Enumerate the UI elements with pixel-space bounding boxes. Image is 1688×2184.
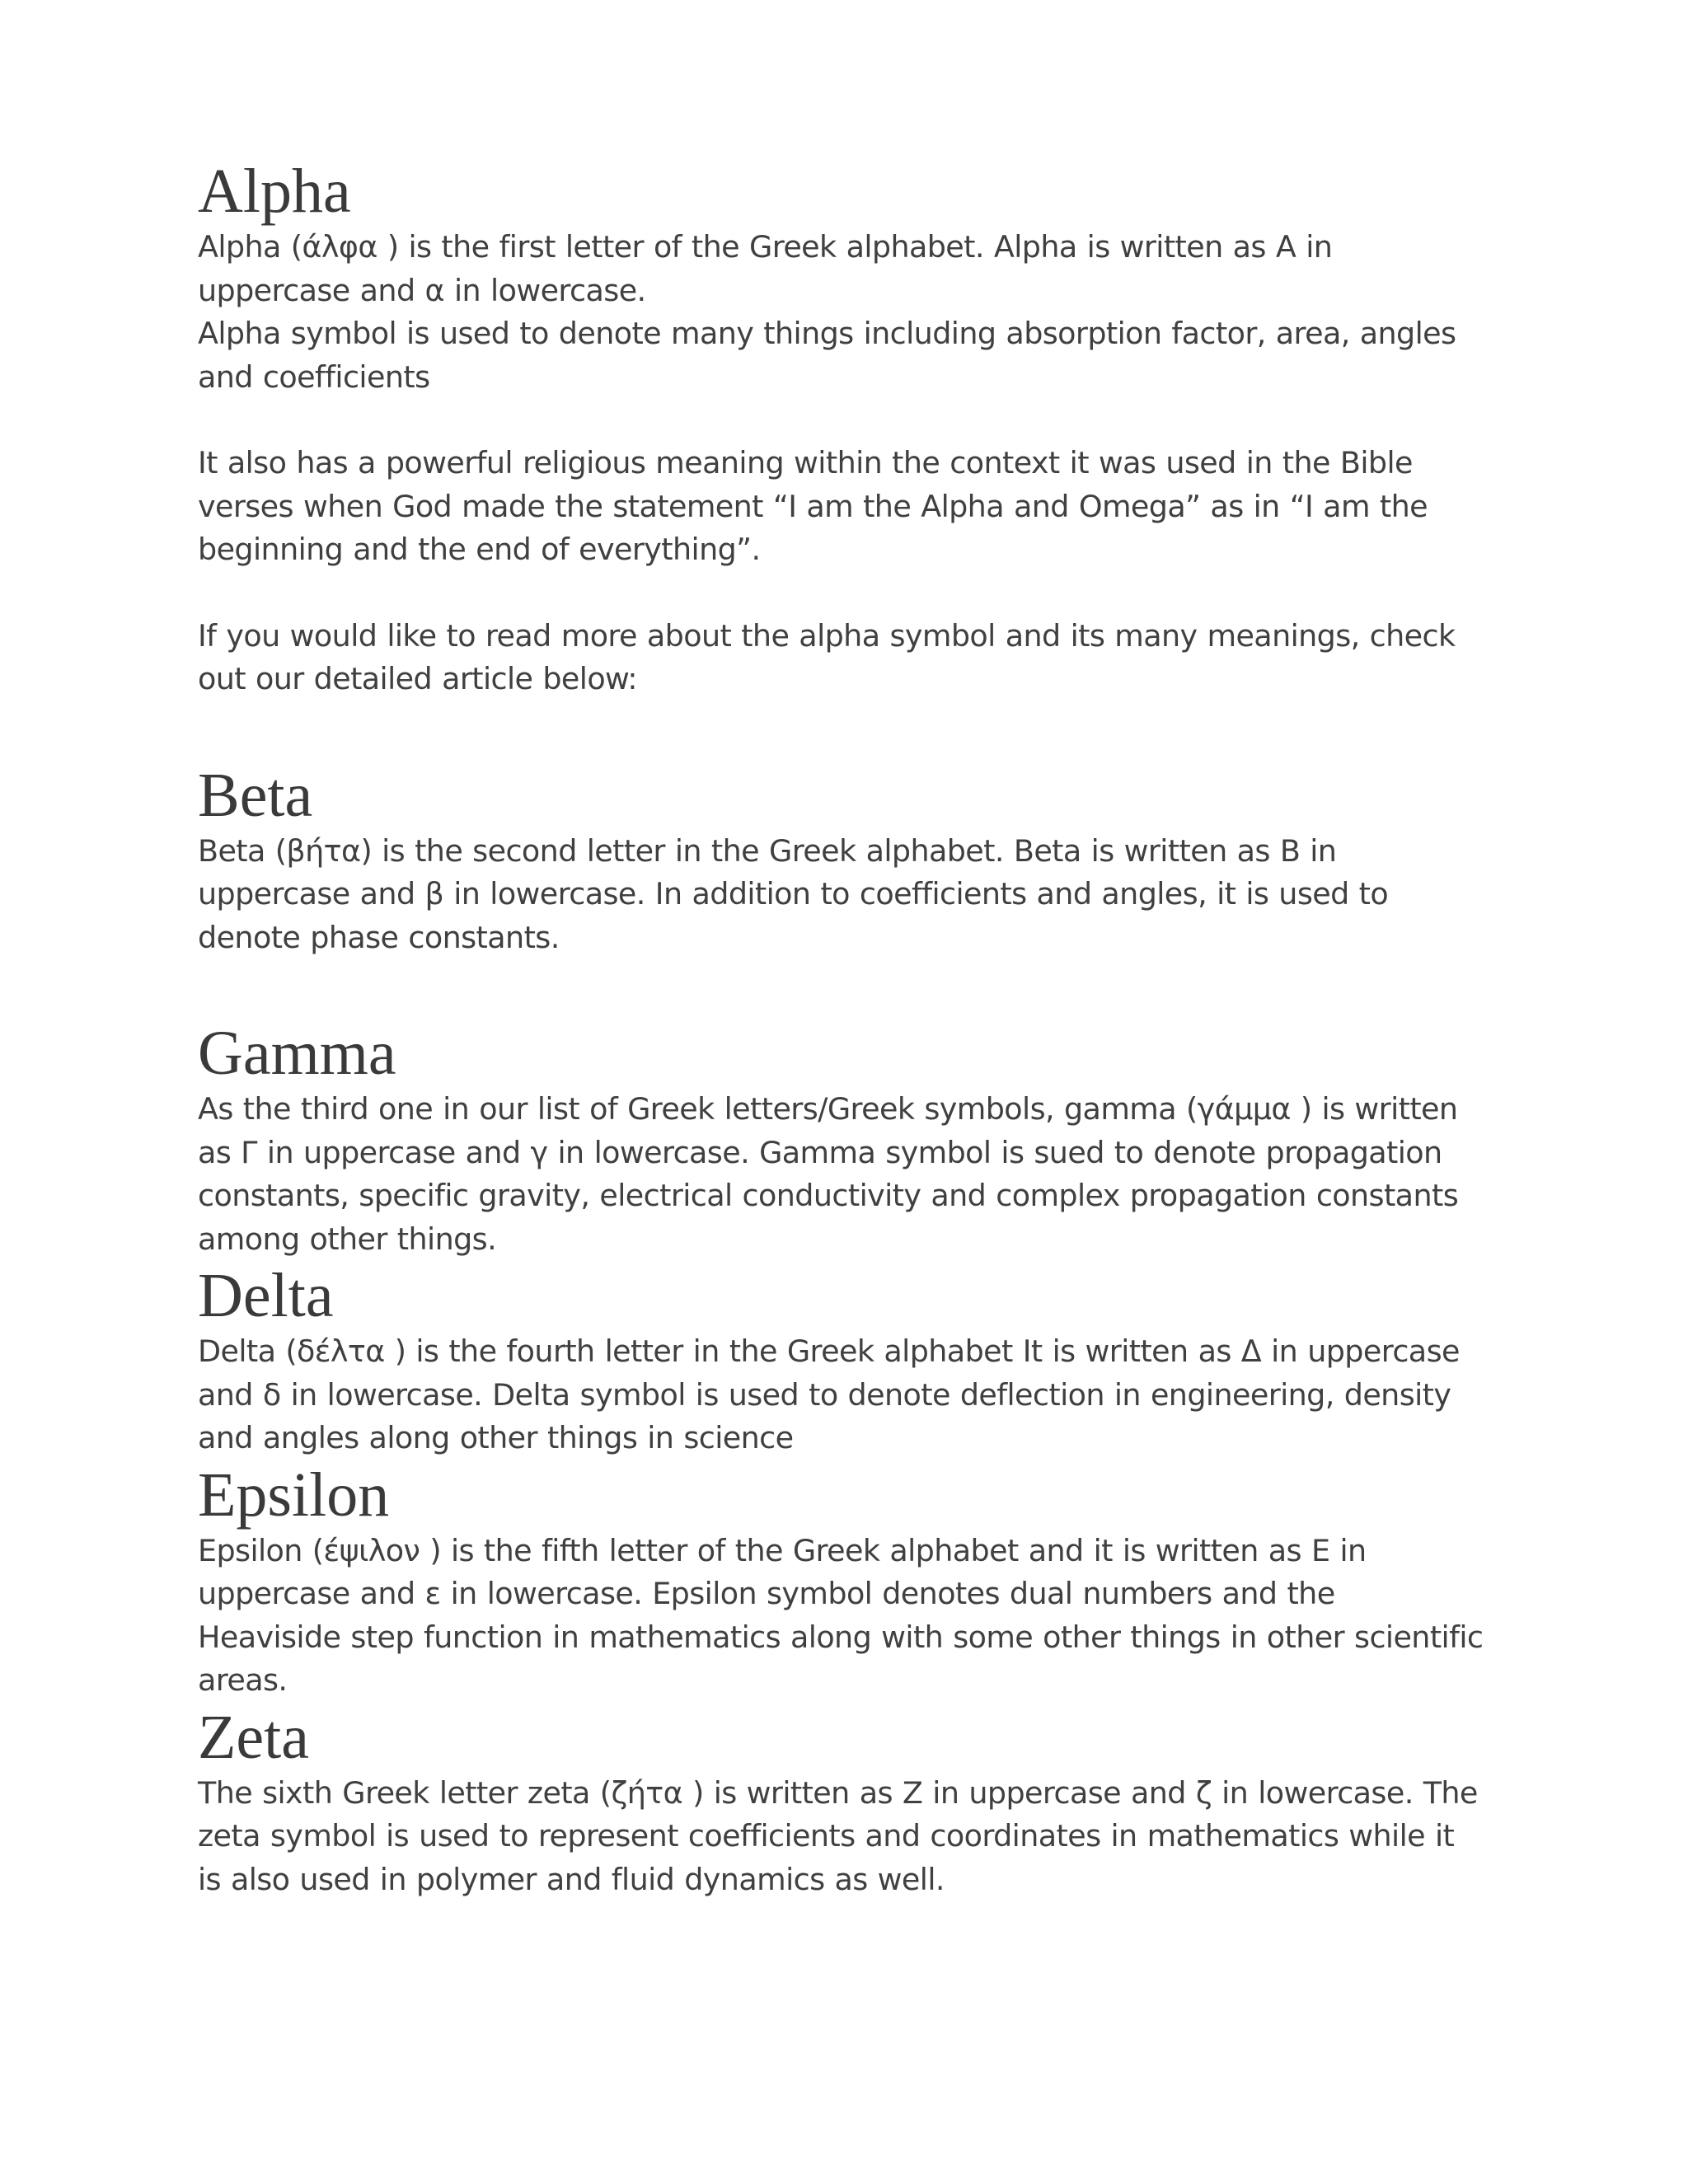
paragraph: Delta (δέλτα ) is the fourth letter in the Greek alphabet It is written as Δ in uppercase and δ in lowercase. Delta symbol is used to denote deflection in engineering, density and angles along other things in science (198, 1333, 1460, 1455)
section-zeta (198, 1703, 1484, 1902)
section-delta (198, 1261, 1484, 1460)
paragraph: Beta (βήτα) is the second letter in the Greek alphabet. Beta is written as B in uppercase and β in lowercase. In addition to coefficients and angles, it is used to denote phase constants. (198, 832, 1389, 955)
section-heading-delta: Delta (198, 1261, 334, 1330)
section-beta (198, 761, 1484, 960)
paragraph: As the third one in our list of Greek letters/Greek symbols, gamma (γάμμα ) is written as Γ in uppercase and γ in lowercase. Gamma symbol is sued to denote propagation constants, specific gravity, electrical conductivity and complex propagation constants among other things. (198, 1091, 1459, 1257)
section-heading-epsilon: Epsilon (198, 1460, 390, 1530)
section-heading-zeta: Zeta (198, 1702, 310, 1772)
paragraph: If you would like to read more about the alpha symbol and its many meanings, check out our detailed article below: (198, 617, 1456, 696)
section-gamma (198, 1019, 1484, 1261)
paragraph: Epsilon (έψιλον ) is the fifth letter of the Greek alphabet and it is written as E in uppercase and ε in lowercase. Epsilon symbol denotes dual numbers and the Heaviside step function in mathematics along with some other things in other scientific areas. (198, 1532, 1484, 1698)
paragraph: Alpha symbol is used to denote many things including absorption factor, area, angles and coefficients (198, 316, 1456, 395)
paragraph: The sixth Greek letter zeta (ζήτα ) is written as Z in uppercase and ζ in lowercase. The zeta symbol is used to represent coefficients and coordinates in mathematics while it is also used in polymer and fluid dynamics as well. (198, 1774, 1478, 1897)
section-heading-beta: Beta (198, 760, 313, 830)
document-body (198, 157, 1484, 1901)
section-heading-alpha: Alpha (198, 157, 351, 226)
paragraph: Alpha (άλφα ) is the first letter of the Greek alphabet. Alpha is written as A in uppercase and α in lowercase. (198, 229, 1333, 308)
section-alpha (198, 157, 1484, 701)
paragraph: It also has a powerful religious meaning within the context it was used in the Bible verses when God made the statement “I am the Alpha and Omega” as in “I am the beginning and the end of everything”. (198, 445, 1428, 567)
section-heading-gamma: Gamma (198, 1019, 396, 1088)
section-epsilon (198, 1460, 1484, 1703)
